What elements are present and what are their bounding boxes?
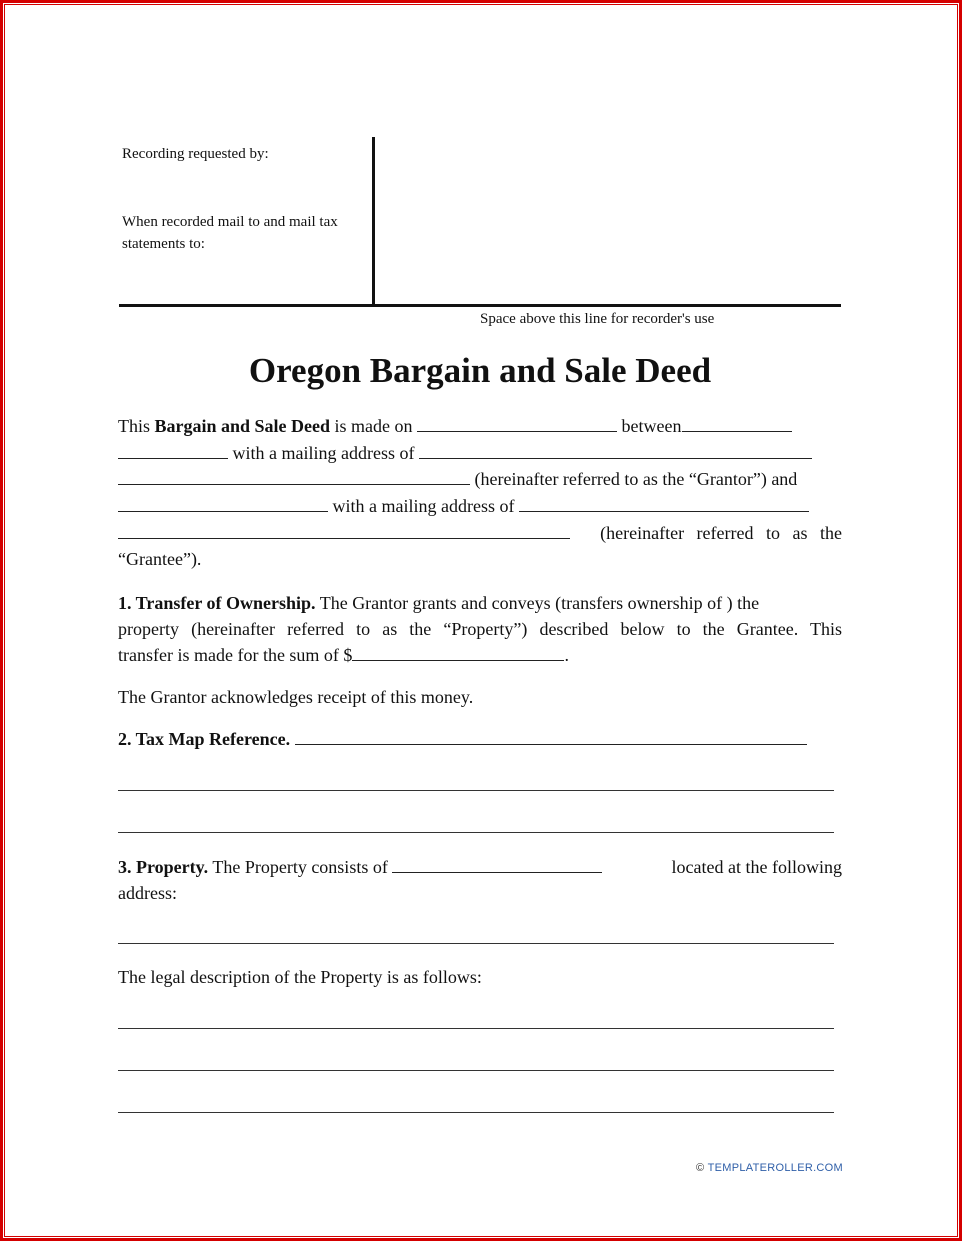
recording-requested-label: Recording requested by: — [122, 146, 269, 162]
sum-blank[interactable] — [352, 646, 564, 661]
grantor-name-blank-b[interactable] — [118, 444, 228, 459]
grantee-address-blank-b[interactable] — [118, 524, 570, 539]
grantee-name-blank[interactable] — [118, 497, 328, 512]
legal-description-blank-3[interactable] — [118, 1112, 834, 1113]
intro-grantee-close: “Grantee”). — [118, 549, 202, 569]
section3-located-at: located at the following — [671, 857, 842, 877]
mail-to-label-line1: When recorded mail to and mail tax — [122, 214, 338, 230]
recorder-use-note: Space above this line for recorder's use — [480, 311, 715, 327]
grantor-address-blank-b[interactable] — [118, 470, 470, 485]
section1-text-2: property (hereinafter referred to as the “Property”) described below to the Grantee. This — [118, 619, 842, 639]
section3-heading: 3. Property. — [118, 857, 209, 877]
section1-heading: 1. Transfer of Ownership. — [118, 593, 316, 613]
copyright-symbol: © — [696, 1162, 705, 1174]
intro-line-1 — [118, 413, 842, 439]
intro-mailing-address-2: with a mailing address of — [332, 496, 515, 516]
intro-line-3 — [118, 466, 842, 492]
section1-period: . — [564, 645, 569, 665]
intro-grantor-ref: (hereinafter referred to as the “Grantor”) and — [474, 469, 798, 489]
intro-line-5 — [118, 520, 842, 546]
tax-map-blank-a[interactable] — [295, 730, 807, 745]
legal-description-label: The legal description of the Property is as follows: — [118, 967, 482, 987]
grantor-name-blank-a[interactable] — [682, 417, 792, 432]
intro-line-2 — [118, 440, 842, 466]
intro-grantee-ref: (hereinafter referred to as the — [600, 523, 842, 543]
intro-between: between — [621, 416, 682, 436]
section1-line-1 — [118, 590, 842, 616]
section1-text-1: The Grantor grants and conveys (transfers ownership of ) the — [319, 593, 760, 613]
tax-map-blank-c[interactable] — [118, 832, 834, 833]
property-type-blank[interactable] — [392, 858, 602, 873]
grantor-address-blank-a[interactable] — [419, 444, 812, 459]
date-blank[interactable] — [417, 417, 617, 432]
mail-to-label-line2: statements to: — [122, 236, 205, 252]
legal-description-blank-2[interactable] — [118, 1070, 834, 1071]
page-title: Oregon Bargain and Sale Deed — [248, 351, 712, 390]
section1-acknowledgement: The Grantor acknowledges receipt of this money. — [118, 687, 474, 707]
section3-address-label: address: — [118, 883, 177, 903]
intro-made-on: is made on — [334, 416, 413, 436]
section3-line-1 — [118, 854, 842, 880]
section1-line-3 — [118, 642, 842, 668]
section1-text-3: transfer is made for the sum of $ — [118, 645, 353, 665]
footer-brand-link[interactable] — [696, 1161, 843, 1175]
footer-brand: TEMPLATEROLLER.COM — [707, 1162, 843, 1174]
section2-line — [118, 726, 842, 752]
intro-deed-name: Bargain and Sale Deed — [154, 416, 331, 436]
recording-divider-vertical — [372, 137, 375, 307]
legal-description-blank-1[interactable] — [118, 1028, 834, 1029]
recorder-space-line — [119, 304, 841, 307]
section3-consists-of: The Property consists of — [212, 857, 388, 877]
grantee-address-blank-a[interactable] — [519, 497, 809, 512]
property-address-blank[interactable] — [118, 943, 834, 944]
intro-mailing-address-1: with a mailing address of — [232, 443, 415, 463]
intro-this: This — [118, 416, 151, 436]
intro-line-4 — [118, 493, 842, 519]
tax-map-blank-b[interactable] — [118, 790, 834, 791]
section2-heading: 2. Tax Map Reference. — [118, 729, 291, 749]
